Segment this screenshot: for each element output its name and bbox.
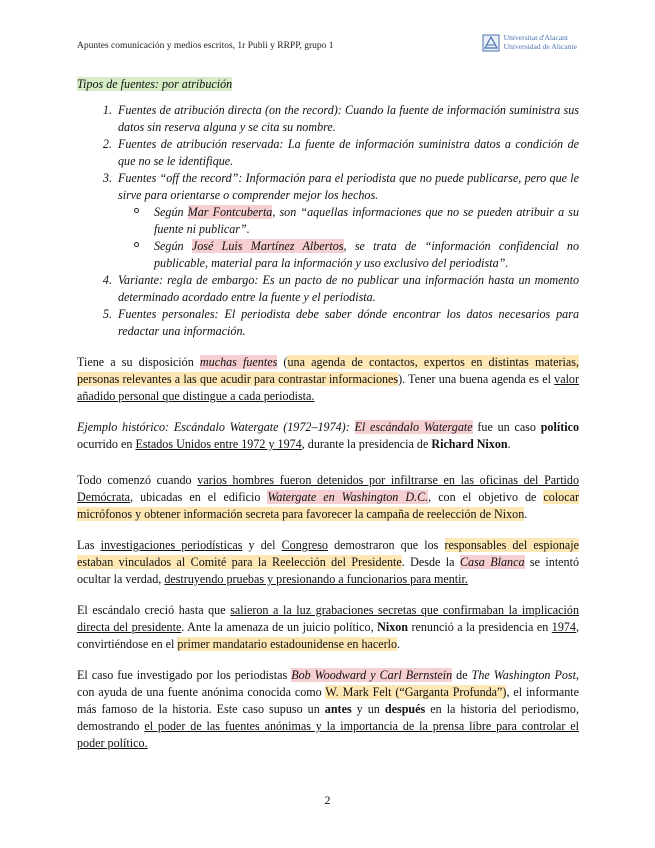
sub-list bbox=[118, 204, 579, 272]
sub-list-item: Según José Luis Martínez Albertos, se trata de “información confidencial no publicable, material para la información y uso exclusivo del periodista”. bbox=[118, 238, 579, 272]
page-header bbox=[77, 33, 577, 59]
list-item-text: Fuentes “off the record”: Información para el periodista que no puede publicarse, pero que le sirve para orientarse o comprender mejor los hechos. bbox=[118, 171, 579, 202]
paragraph-sources: Tiene a su disposición muchas fuentes (una agenda de contactos, expertos en distintas materias, personas relevantes a las que acudir para contrastar informaciones). Tener una buena agenda es el valor añadido personal que distingue a cada periodista. bbox=[77, 355, 580, 403]
page-number: 2 bbox=[324, 793, 331, 807]
logo-line-2: Universidad de Alicante bbox=[503, 42, 577, 51]
document-body bbox=[77, 76, 579, 752]
header-title: Apuntes comunicación y medios escritos, 1r Publi y RRPP, grupo 1 bbox=[77, 41, 334, 51]
list-item: 2. Fuentes de atribución reservada: La fuente de información suministra datos a condición de que no se le identifique. bbox=[115, 136, 579, 170]
logo-line-1: Universitat d'Alacant bbox=[503, 33, 569, 43]
circle-bullet-icon bbox=[134, 208, 139, 213]
author-name: José Luis Martínez Albertos bbox=[191, 239, 344, 253]
list-item bbox=[115, 170, 579, 272]
author-name: Mar Fontcuberta bbox=[187, 205, 273, 219]
logo-text bbox=[504, 34, 577, 51]
paragraph-watergate-intro: Ejemplo histórico: Escándalo Watergate (1972–1974): El escándalo Watergate fue un caso político ocurrido en Estados Unidos entre 1972 y 1974, durante la presidencia de Richard Nixon. bbox=[77, 420, 579, 451]
paragraph-resignation: El escándalo creció hasta que salieron a la luz grabaciones secretas que confirmaban la implicación directa del presidente. Ante la amenaza de un juicio político, Nixon renunció a la presidencia en 1974, convirtiéndose en el primer mandatario estadounidense en hacerlo. bbox=[77, 603, 579, 651]
sources-list bbox=[77, 102, 579, 340]
paragraph-watergate-start: Todo comenzó cuando varios hombres fueron detenidos por infiltrarse en las oficinas del Partido Demócrata, ubicadas en el edificio Watergate en Washington D.C., con el objetivo de colocar micrófonos y obtener información secreta para favorecer la campaña de reelección de Nixon. bbox=[77, 473, 580, 521]
list-item: 4. Variante: regla de embargo: Es un pacto de no publicar una información hasta un momento determinado acordado entre la fuente y el periodista. bbox=[115, 272, 579, 306]
list-item: 1. Fuentes de atribución directa (on the record): Cuando la fuente de información suministra sus datos sin reserva alguna y se cita su nombre. bbox=[115, 102, 579, 136]
circle-bullet-icon bbox=[134, 242, 139, 247]
paragraph-journalists: El caso fue investigado por los periodistas Bob Woodward y Carl Bernstein de The Washington Post, con ayuda de una fuente anónima conocida como W. Mark Felt (“Garganta Profunda”), el informante más famoso de la historia. Este caso supuso un antes y un después en la historia del periodismo, demostrando el poder de las fuentes anónimas y la importancia de la prensa libre para controlar el poder político. bbox=[77, 668, 580, 750]
university-logo-icon bbox=[482, 34, 500, 52]
paragraph-investigations: Las investigaciones periodísticas y del Congreso demostraron que los responsables del espionaje estaban vinculados al Comité para la Reelección del Presidente. Desde la Casa Blanca se intentó ocultar la verdad, destruyendo pruebas y presionando a funcionarios para mentir. bbox=[77, 538, 580, 586]
list-item: 5. Fuentes personales: El periodista debe saber dónde encontrar los datos necesarios para redactar una información. bbox=[115, 306, 579, 340]
section-title: Tipos de fuentes: por atribución bbox=[77, 77, 233, 91]
sub-list-item: Según Mar Fontcuberta, son “aquellas informaciones que no se pueden atribuir a su fuente ni publicar”. bbox=[118, 204, 579, 238]
university-logo bbox=[482, 34, 577, 52]
